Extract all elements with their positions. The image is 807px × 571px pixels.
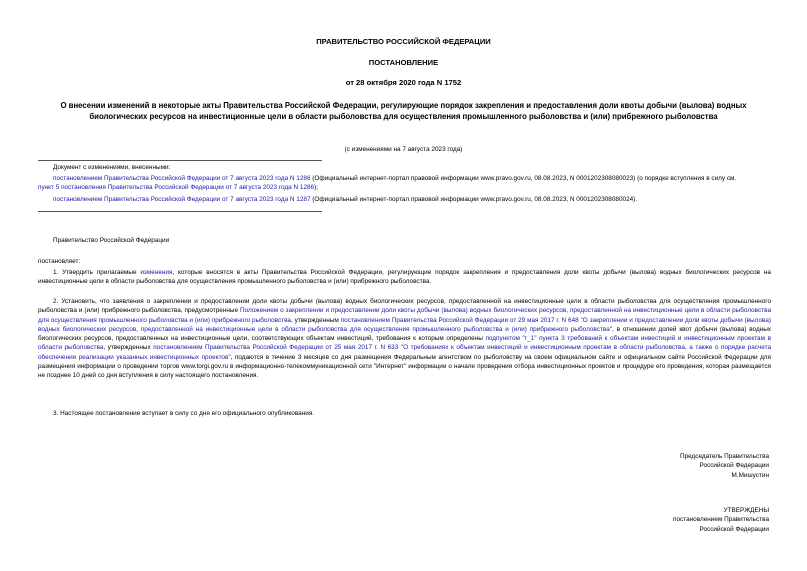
link-decree-648[interactable]: постановлением Правительства Российской Федерации от 29 мая 2017 г. N 648 "О закреплении и предоставлении доли квоты добычи (вылова) водных биологических ресурсов, предоставленной на инвестиционные цели в области рыболовства для осуществления промышленного рыболовства и (или) прибрежного рыболовства" <box>38 316 772 333</box>
approved-line-2: постановлением Правительства <box>673 516 769 524</box>
paragraph-2-part-e: , подаются в течение 3 месяцев со дня размещения Федеральным агентством по рыболовству на своем официальном сайте и официальном сайте Российской Федерации для размещения информации о проведении торгов www.torgi.gov.ru в информационно-телекоммуникационной сети "Интернет" информации о начале проведения отбора инвестиционных проектов и процедуре его проведения, которая размещается не позднее 10 дней со дня вступления в силу настоящего постановления. <box>38 353 771 380</box>
changes-bottom-divider <box>38 211 322 212</box>
link-decree-1286[interactable]: постановлением Правительства Российской Федерации от 7 августа 2023 года N 1286 <box>53 175 311 183</box>
date-number-heading: от 28 октября 2020 года N 1752 <box>345 78 462 87</box>
link-subpoint-g1[interactable]: подпунктом "г_1" пункта 3 требований к объектам инвестиций и инвестиционным проектам в области рыболовства <box>38 335 771 352</box>
government-heading: ПРАВИТЕЛЬСТВО РОССИЙСКОЙ ФЕДЕРАЦИИ <box>316 37 491 46</box>
changes-item-1-end: ); <box>314 184 319 191</box>
changes-block <box>53 163 769 184</box>
signature-block <box>469 452 769 480</box>
signature-position-1: Председатель Правительства <box>680 453 769 460</box>
link-regulation-quota[interactable]: Положением о закреплении и предоставлении доли квоты добычи (вылова) водных биологических ресурсов, предоставленной на инвестиционные цели в области рыболовства для осуществления промышленного рыболовства и (или) прибрежного рыболовства <box>38 307 771 324</box>
changes-item-1-text: (Официальный интернет-портал правовой информации www.pravo.gov.ru, 08.08.2023, N 0001202308080023) (о порядке вступления в силу см. <box>310 175 737 183</box>
paragraph-3: 3. Настоящее постановление вступает в силу со дня его официального опубликования. <box>53 410 315 417</box>
issuer-line: Правительство Российской Федерации <box>53 237 170 244</box>
document-title: О внесении изменений в некоторые акты Правительства Российской Федерации, регулирующие порядок закрепления и предоставления доли квоты добычи (вылова) водных биологических ресурсов на инвестиционные цели в области рыболовства для осуществления промышленного рыболовства и (или) прибрежного рыболовства <box>60 101 747 122</box>
link-changes[interactable]: изменения <box>140 269 173 276</box>
resolves-line: постановляет: <box>38 258 81 265</box>
paragraph-1-start: 1. Утвердить прилагаемые <box>53 269 141 276</box>
paragraph-1 <box>38 268 771 287</box>
changes-intro: Документ с изменениями, внесенными: <box>53 164 171 171</box>
paragraph-1-end: , которые вносятся в акты Правительства Российской Федерации, регулирующие порядок закрепления и предоставления доли квоты добычи (вылова) водных биологических ресурсов на инвестиционные цели в области рыболовства для осуществления промышленного рыболовства и (или) прибрежного рыболовства. <box>38 269 771 286</box>
link-decree-1287[interactable]: постановлением Правительства Российской Федерации от 7 августа 2023 года N 1287 <box>53 196 311 203</box>
paragraph-2-part-c: , в отношении долей квот добычи (вылова) водных биологических ресурсов, предоставленных на инвестиционные цели, соответствующих объектам инвестиций, требования к которым определены <box>38 325 771 343</box>
signature-position-2: Российской Федерации <box>699 462 769 470</box>
paragraph-2-part-a: 2. Установить, что заявления о закреплении и предоставлении доли квоты добычи (вылова) водных биологических ресурсов, предоставленной на инвестиционные цели в области рыболовства для осуществления промышленного рыболовства и (или) прибрежного рыболовства, предусмотренные <box>38 298 771 315</box>
changes-top-divider <box>38 160 322 161</box>
changes-item-2 <box>53 195 769 204</box>
approved-block <box>469 506 769 534</box>
changes-item-1-cont <box>38 183 769 192</box>
approved-line-1: УТВЕРЖДЕНЫ <box>723 507 769 514</box>
paragraph-2-part-b: , утвержденным <box>290 316 341 324</box>
changes-item-2-text: (Официальный интернет-портал правовой информации www.pravo.gov.ru, 08.08.2023, N 0001202308080024). <box>310 196 638 203</box>
paragraph-2 <box>38 297 771 381</box>
paragraph-2-part-d: , утвержденных <box>103 344 154 352</box>
changes-note: (с изменениями на 7 августа 2023 года) <box>344 146 463 153</box>
signature-name: М.Мишустин <box>731 471 769 479</box>
doc-type-heading: ПОСТАНОВЛЕНИЕ <box>368 58 439 67</box>
link-decree-633[interactable]: постановлением Правительства Российской Федерации от 25 мая 2017 г. N 633 "О требованиях к объектам инвестиций и инвестиционным проектам в области рыболовства, а также о порядке расчета обеспечения реализации указанных инвестиционных проектов" <box>38 344 771 361</box>
link-decree-1286-p5[interactable]: пункт 5 постановления Правительства Российской Федерации от 7 августа 2023 года N 1286 <box>38 184 315 191</box>
approved-line-3: Российской Федерации <box>699 525 769 533</box>
